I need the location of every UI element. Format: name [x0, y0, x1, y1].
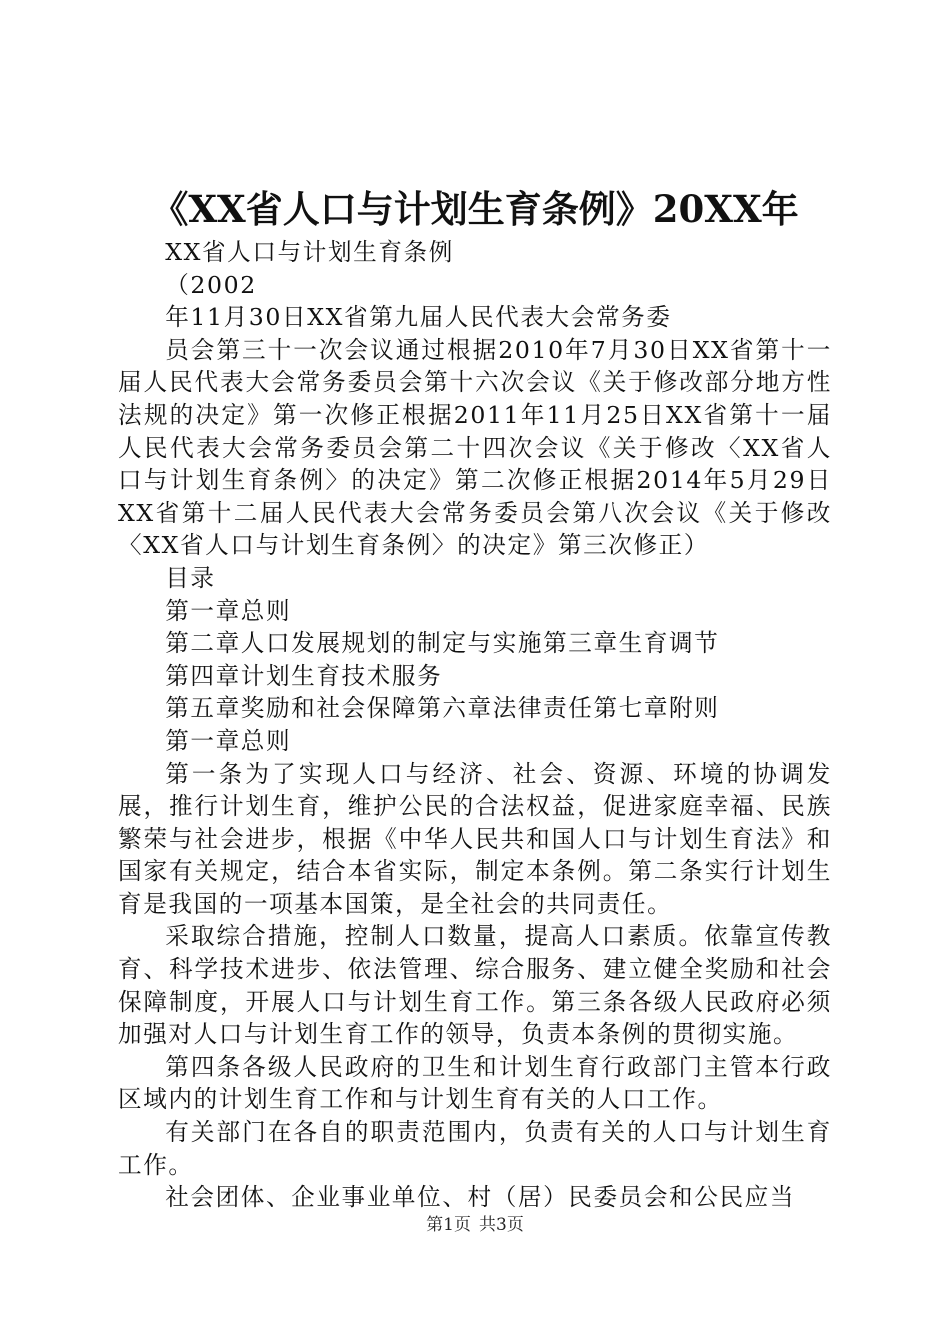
paragraph-13: 第四条各级人民政府的卫生和计划生育行政部门主管本行政区域内的计划生育工作和与计划生育有关的人口工作。: [118, 1052, 832, 1114]
paragraph-6: 第一章总则: [165, 596, 292, 625]
paragraph-1: XX省人口与计划生育条例: [165, 238, 454, 266]
page-total: 共3页: [479, 1215, 524, 1235]
document-body: [118, 236, 832, 1214]
paragraph-12: 采取综合措施，控制人口数量，提高人口素质。依靠宣传教育、科学技术进步、依法管理、综合服务、建立健全奖励和社会保障制度，开展人口与计划生育工作。第三条各级人民政府必须加强对人口与计划生育工作的领导，负责本条例的贯彻实施。: [118, 922, 832, 1049]
paragraph-5: 目录: [165, 563, 216, 592]
paragraph-10: 第一章总则: [165, 726, 292, 755]
paragraph-9: 第五章奖励和社会保障第六章法律责任第七章附则: [165, 694, 720, 723]
paragraph-15: 社会团体、企业事业单位、村（居）民委员会和公民应当: [165, 1183, 796, 1212]
page-number: 第1页: [426, 1215, 471, 1235]
paragraph-8: 第四章计划生育技术服务: [165, 661, 443, 690]
paragraph-2: （2002: [165, 270, 257, 299]
page-footer: [0, 1213, 950, 1237]
paragraph-14: 有关部门在各自的职责范围内，负责有关的人口与计划生育工作。: [118, 1118, 832, 1179]
paragraph-4: 员会第三十一次会议通过根据2010年7月30日XX省第十一届人民代表大会常务委员会第十六次会议《关于修改部分地方性法规的决定》第一次修正根据2011年11月25日XX省第十一届人民代表大会常务委员会第二十四次会议《关于修改〈XX省人口与计划生育条例〉的决定》第二次修正根据2014年5月29日XX省第十二届人民代表大会常务委员会第八次会议《关于修改〈XX省人口与计划生育条例〉的决定》第三次修正）: [118, 335, 832, 560]
paragraph-3: 年11月30日XX省第九届人民代表大会常务委: [165, 303, 672, 332]
paragraph-11: 第一条为了实现人口与经济、社会、资源、环境的协调发展，推行计划生育，维护公民的合法权益，促进家庭幸福、民族繁荣与社会进步，根据《中华人民共和国人口与计划生育法》和国家有关规定，结合本省实际，制定本条例。第二条实行计划生育是我国的一项基本国策，是全社会的共同责任。: [118, 759, 832, 918]
document-title: 《XX省人口与计划生育条例》20XX年: [151, 187, 799, 231]
paragraph-7: 第二章人口发展规划的制定与实施第三章生育调节: [165, 629, 720, 658]
